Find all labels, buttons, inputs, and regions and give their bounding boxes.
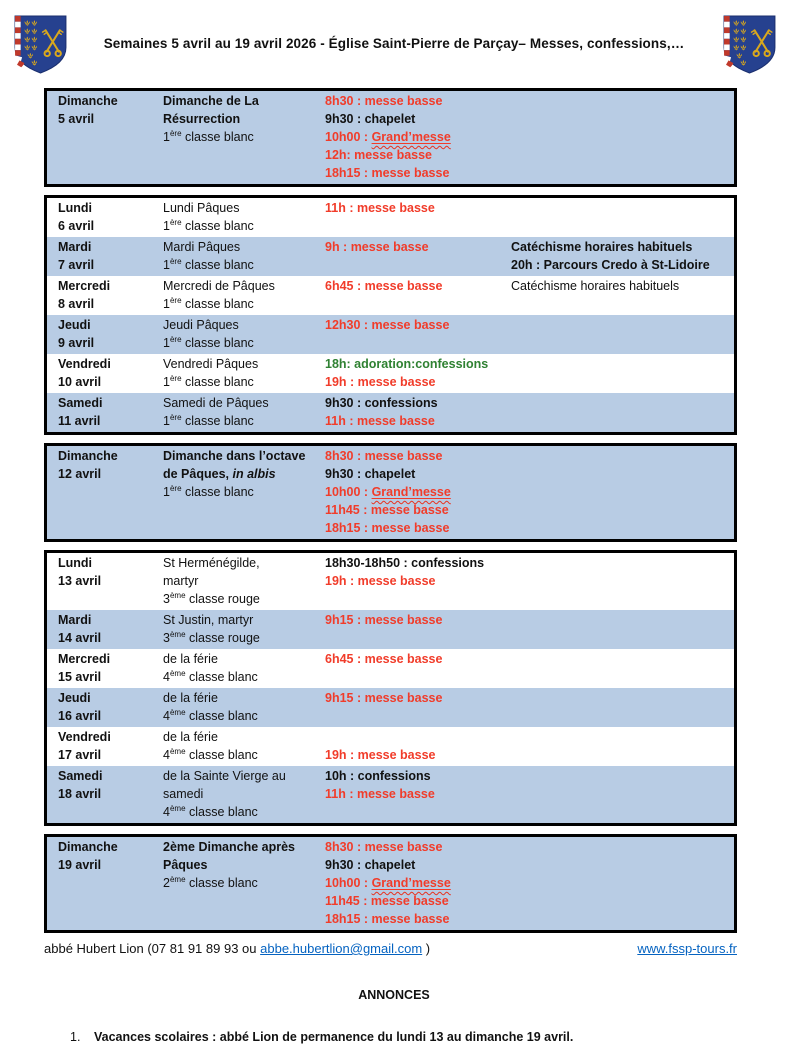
time-entry: 18h30-18h50 : confessions (325, 556, 485, 570)
contact-suffix: ) (422, 941, 431, 956)
time-entry: 10h00 : Grand’messe (325, 130, 451, 144)
day-label: 17 avril (58, 748, 102, 762)
feast-line: 4ème classe blanc (163, 746, 258, 762)
feast-cell (163, 611, 325, 647)
time-entry: 11h : messe basse (325, 414, 435, 428)
time-entry: 18h: adoration:confessions (325, 357, 489, 371)
feast-cell (163, 728, 325, 764)
day-row (47, 688, 734, 727)
feast-cell (163, 355, 325, 391)
day-cell (58, 728, 163, 764)
day-label: Jeudi (58, 318, 91, 332)
email-link[interactable]: abbe.hubertlion@gmail.com (260, 941, 423, 956)
notes-cell (511, 728, 730, 764)
day-cell (58, 838, 163, 928)
day-label: 11 avril (58, 414, 101, 428)
times-cell (325, 689, 511, 725)
day-cell (58, 277, 163, 313)
day-label: 7 avril (58, 258, 95, 272)
annonces-heading: ANNONCES (358, 988, 430, 1002)
day-label: Samedi (58, 396, 103, 410)
time-entry: 9h30 : chapelet (325, 112, 416, 126)
annonce-item (70, 1030, 737, 1044)
feast-line: 1ère classe blanc (163, 373, 254, 389)
day-cell (58, 316, 163, 352)
feast-cell (163, 838, 325, 928)
day-label: Dimanche (58, 94, 118, 108)
feast-line: St Justin, martyr (163, 613, 254, 627)
time-entry: 9h30 : chapelet (325, 467, 416, 481)
day-label: Jeudi (58, 691, 91, 705)
feast-line: Dimanche dans l’octave (163, 449, 306, 463)
sunday-block (44, 88, 737, 187)
notes-cell (511, 316, 730, 352)
day-label: 18 avril (58, 787, 102, 801)
times-cell (325, 554, 511, 608)
contact-info (44, 941, 430, 956)
feast-line: de la férie (163, 730, 218, 744)
feast-cell (163, 650, 325, 686)
time-entry: 18h15 : messe basse (325, 166, 450, 180)
feast-line: samedi (163, 787, 204, 801)
day-label: Dimanche (58, 840, 118, 854)
feast-line: 4ème classe blanc (163, 668, 258, 684)
notes-cell (511, 767, 730, 821)
day-cell (58, 199, 163, 235)
day-label: Mardi (58, 240, 92, 254)
day-label: 8 avril (58, 297, 95, 311)
time-entry: 10h : confessions (325, 769, 431, 783)
day-cell (58, 447, 163, 537)
day-label: 15 avril (58, 670, 102, 684)
feast-cell (163, 394, 325, 430)
feast-line: 1ère classe blanc (163, 128, 254, 144)
feast-line: St Herménégilde, (163, 556, 260, 570)
times-cell (325, 92, 511, 182)
day-label: Mardi (58, 613, 92, 627)
times-cell (325, 650, 511, 686)
time-entry: 11h45 : messe basse (325, 503, 449, 517)
day-row (47, 198, 734, 237)
notes-cell (511, 838, 730, 928)
notes-cell (511, 611, 730, 647)
times-cell (325, 611, 511, 647)
notes-cell (511, 394, 730, 430)
notes-cell (511, 92, 730, 182)
notes-cell (511, 650, 730, 686)
time-entry: 8h30 : messe basse (325, 449, 443, 463)
notes-cell (511, 199, 730, 235)
day-label: Lundi (58, 556, 93, 570)
feast-cell (163, 316, 325, 352)
time-entry: 10h00 : Grand’messe (325, 485, 451, 499)
feast-cell (163, 199, 325, 235)
times-cell (325, 199, 511, 235)
time-entry: 11h : messe basse (325, 787, 435, 801)
day-cell (58, 92, 163, 182)
feast-line: Samedi de Pâques (163, 396, 269, 410)
times-cell (325, 838, 511, 928)
day-row (47, 276, 734, 315)
page-header (0, 0, 788, 88)
feast-line: de la férie (163, 691, 218, 705)
day-label: Dimanche (58, 449, 118, 463)
page-title: Semaines 5 avril au 19 avril 2026 - Église Saint-Pierre de Parçay– Messes, confessions,… (103, 36, 685, 51)
day-row (47, 649, 734, 688)
notes-cell (511, 238, 730, 274)
day-label: Samedi (58, 769, 103, 783)
day-label: Vendredi (58, 357, 111, 371)
day-cell (58, 238, 163, 274)
day-cell (58, 689, 163, 725)
feast-cell (163, 554, 325, 608)
time-entry: 11h45 : messe basse (325, 894, 449, 908)
notes-cell (511, 554, 730, 608)
time-entry (325, 728, 511, 746)
feast-cell (163, 689, 325, 725)
day-label: 10 avril (58, 375, 102, 389)
day-cell (58, 767, 163, 821)
feast-line: 1ère classe blanc (163, 483, 254, 499)
feast-line: 1ère classe blanc (163, 412, 254, 428)
notes-cell (511, 277, 730, 313)
feast-line: 4ème classe blanc (163, 803, 258, 819)
day-label: Lundi (58, 201, 93, 215)
time-entry: 9h30 : chapelet (325, 858, 416, 872)
day-label: 12 avril (58, 467, 102, 481)
annonce-number: 1. (70, 1030, 81, 1044)
day-cell (58, 554, 163, 608)
day-cell (58, 394, 163, 430)
feast-line: 1ère classe blanc (163, 256, 254, 272)
time-entry: 12h30 : messe basse (325, 318, 450, 332)
feast-line: 3ème classe rouge (163, 590, 260, 606)
times-cell (325, 238, 511, 274)
feast-line: Résurrection (163, 112, 241, 126)
day-row (47, 610, 734, 649)
day-row (47, 446, 734, 539)
time-entry: 12h: messe basse (325, 148, 433, 162)
feast-line: Mercredi de Pâques (163, 279, 275, 293)
day-row (47, 315, 734, 354)
day-row (47, 727, 734, 766)
times-cell (325, 767, 511, 821)
day-label: 19 avril (58, 858, 102, 872)
feast-cell (163, 277, 325, 313)
notes-cell (511, 447, 730, 537)
feast-line: 1ère classe blanc (163, 334, 254, 350)
feast-line: Dimanche de La (163, 94, 259, 108)
time-entry: 9h : messe basse (325, 240, 429, 254)
feast-line: de Pâques, in albis (163, 467, 276, 481)
feast-cell (163, 92, 325, 182)
coat-of-arms-icon (14, 15, 67, 74)
day-cell (58, 611, 163, 647)
time-entry: 18h15 : messe basse (325, 912, 450, 926)
feast-line: 2ème classe blanc (163, 874, 258, 890)
time-entry: 6h45 : messe basse (325, 279, 443, 293)
day-label: Mercredi (58, 652, 111, 666)
day-label: Mercredi (58, 279, 111, 293)
times-cell (325, 316, 511, 352)
feast-cell (163, 238, 325, 274)
note-line: Catéchisme horaires habituels (511, 240, 693, 254)
time-entry: 8h30 : messe basse (325, 94, 443, 108)
contact-line (44, 941, 737, 956)
time-entry: 19h : messe basse (325, 574, 436, 588)
feast-line: de la Sainte Vierge au (163, 769, 286, 783)
website-link[interactable]: www.fssp-tours.fr (637, 941, 737, 956)
day-row (47, 766, 734, 823)
contact-prefix: abbé Hubert Lion (07 81 91 89 93 ou (44, 941, 261, 956)
feast-line: Jeudi Pâques (163, 318, 239, 332)
sunday-block (44, 834, 737, 933)
feast-line: Lundi Pâques (163, 201, 240, 215)
annonce-text: Vacances scolaires : abbé Lion de permanence du lundi 13 au dimanche 19 avril. (94, 1030, 574, 1044)
day-label: 5 avril (58, 112, 95, 126)
day-label: 14 avril (58, 631, 102, 645)
day-cell (58, 650, 163, 686)
day-label: 13 avril (58, 574, 102, 588)
time-entry: 10h00 : Grand’messe (325, 876, 451, 890)
time-entry: 6h45 : messe basse (325, 652, 443, 666)
times-cell (325, 728, 511, 764)
time-entry: 9h15 : messe basse (325, 691, 443, 705)
times-cell (325, 355, 511, 391)
feast-line: 2ème Dimanche après (163, 840, 296, 854)
times-cell (325, 447, 511, 537)
feast-line: de la férie (163, 652, 218, 666)
times-cell (325, 277, 511, 313)
day-row (47, 91, 734, 184)
day-label: 9 avril (58, 336, 95, 350)
week-block (44, 550, 737, 826)
day-row (47, 237, 734, 276)
sunday-block (44, 443, 737, 542)
feast-line: 4ème classe blanc (163, 707, 258, 723)
feast-line: martyr (163, 574, 199, 588)
note-line: 20h : Parcours Credo à St-Lidoire (511, 258, 710, 272)
feast-line: 1ère classe blanc (163, 217, 254, 233)
time-entry: 18h15 : messe basse (325, 521, 450, 535)
week-block (44, 195, 737, 435)
time-entry: 19h : messe basse (325, 375, 436, 389)
time-entry: 11h : messe basse (325, 201, 435, 215)
feast-line: Pâques (163, 858, 208, 872)
note-line: Catéchisme horaires habituels (511, 279, 680, 293)
day-label: 6 avril (58, 219, 95, 233)
day-label: 16 avril (58, 709, 102, 723)
schedule (44, 88, 737, 933)
notes-cell (511, 689, 730, 725)
feast-cell (163, 767, 325, 821)
day-row (47, 393, 734, 432)
feast-line: 1ère classe blanc (163, 295, 254, 311)
times-cell (325, 394, 511, 430)
time-entry: 9h30 : confessions (325, 396, 438, 410)
day-row (47, 553, 734, 610)
time-entry: 8h30 : messe basse (325, 840, 443, 854)
coat-of-arms-icon (723, 15, 776, 74)
day-cell (58, 355, 163, 391)
feast-line: Vendredi Pâques (163, 357, 259, 371)
day-label: Vendredi (58, 730, 111, 744)
feast-cell (163, 447, 325, 537)
day-row (47, 837, 734, 930)
notes-cell (511, 355, 730, 391)
feast-line: Mardi Pâques (163, 240, 241, 254)
day-row (47, 354, 734, 393)
time-entry: 19h : messe basse (325, 748, 436, 762)
time-entry: 9h15 : messe basse (325, 613, 443, 627)
feast-line: 3ème classe rouge (163, 629, 260, 645)
